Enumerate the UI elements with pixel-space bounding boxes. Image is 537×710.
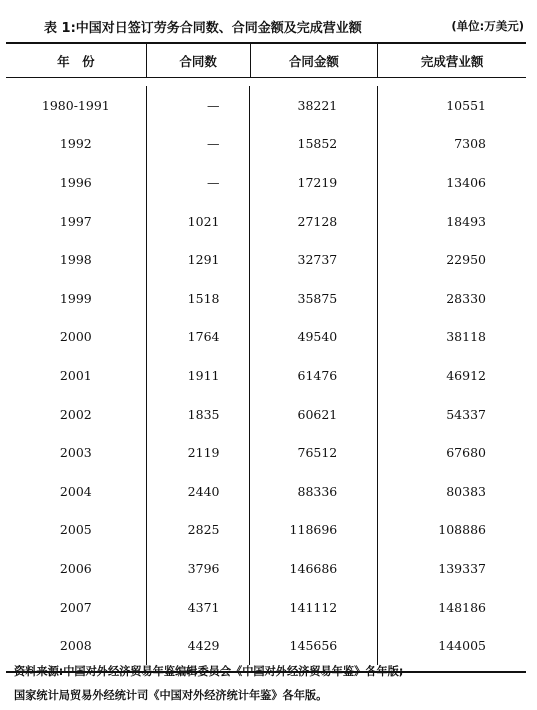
cell-contract-count: — — [147, 163, 251, 202]
cell-contract-count: 1835 — [147, 395, 251, 434]
cell-contract-amount: 76512 — [250, 433, 378, 472]
cell-revenue: 13406 — [446, 174, 486, 190]
cell-year: 1998 — [6, 240, 147, 279]
table-caption — [44, 16, 524, 36]
cell-revenue: 67680 — [446, 445, 486, 461]
cell-contract-count: 2119 — [147, 433, 251, 472]
cell-contract-amount: 141112 — [250, 588, 378, 627]
cell-contract-count: 4371 — [147, 588, 251, 627]
cell-revenue: 108886 — [438, 522, 486, 538]
cell-year: 2008 — [6, 626, 147, 665]
cell-contract-amount: 88336 — [250, 472, 378, 511]
table-row — [6, 472, 526, 511]
table-header — [6, 44, 526, 78]
table-row — [6, 86, 526, 125]
cell-contract-amount: 146686 — [250, 549, 378, 588]
cell-contract-amount: 32737 — [250, 240, 378, 279]
table-body — [6, 78, 526, 671]
cell-revenue: 22950 — [446, 252, 486, 268]
source-line: 国家统计局贸易外经统计司《中国对外经济统计年鉴》各年版。 — [14, 689, 328, 702]
cell-year: 2005 — [6, 511, 147, 550]
cell-revenue: 18493 — [446, 213, 486, 229]
cell-revenue: 80383 — [446, 483, 486, 499]
cell-contract-amount: 17219 — [250, 163, 378, 202]
cell-contract-count: 4429 — [147, 626, 251, 665]
cell-contract-amount: 61476 — [250, 356, 378, 395]
cell-contract-amount: 49540 — [250, 318, 378, 357]
cell-year: 2007 — [6, 588, 147, 627]
header-year: 年 份 — [6, 44, 147, 77]
cell-year: 2000 — [6, 318, 147, 357]
source-line: 资料来源:中国对外经济贸易年鉴编辑委员会《中国对外经济贸易年鉴》各年版; — [14, 665, 404, 678]
cell-revenue: 28330 — [446, 290, 486, 306]
cell-contract-count: — — [147, 86, 251, 125]
cell-contract-count: 1021 — [147, 202, 251, 241]
cell-year: 2004 — [6, 472, 147, 511]
cell-revenue: 10551 — [446, 97, 486, 113]
source-note — [14, 660, 530, 708]
cell-year: 1999 — [6, 279, 147, 318]
cell-contract-amount: 118696 — [250, 511, 378, 550]
cell-contract-count: 1518 — [147, 279, 251, 318]
cell-contract-amount: 145656 — [250, 626, 378, 665]
cell-revenue: 139337 — [438, 560, 486, 576]
cell-contract-amount: 38221 — [250, 86, 378, 125]
table-row — [6, 202, 526, 241]
cell-revenue: 46912 — [446, 367, 486, 383]
cell-year: 2006 — [6, 549, 147, 588]
header-contract-amount: 合同金额 — [251, 44, 379, 77]
cell-revenue: 148186 — [438, 599, 486, 615]
cell-year: 2003 — [6, 433, 147, 472]
cell-revenue: 7308 — [454, 136, 486, 152]
cell-contract-count: 1291 — [147, 240, 251, 279]
header-revenue: 完成营业额 — [420, 53, 484, 69]
cell-contract-count: 1911 — [147, 356, 251, 395]
table-row — [6, 240, 526, 279]
table-row — [6, 588, 526, 627]
cell-revenue: 144005 — [438, 638, 486, 654]
cell-year: 2002 — [6, 395, 147, 434]
unit-note: (单位:万美元) — [451, 19, 524, 33]
cell-revenue: 38118 — [446, 329, 486, 345]
table-row — [6, 356, 526, 395]
cell-contract-amount: 15852 — [250, 125, 378, 164]
cell-contract-count: 1764 — [147, 318, 251, 357]
cell-year: 1980-1991 — [6, 86, 147, 125]
cell-contract-count: 3796 — [147, 549, 251, 588]
cell-contract-count: 2440 — [147, 472, 251, 511]
cell-contract-count: — — [147, 125, 251, 164]
table-row — [6, 318, 526, 357]
table-row — [6, 433, 526, 472]
table-row — [6, 511, 526, 550]
cell-contract-amount: 60621 — [250, 395, 378, 434]
table-title: 表 1:中国对日签订劳务合同数、合同金额及完成营业额 — [44, 20, 362, 36]
table-row — [6, 549, 526, 588]
cell-year: 1992 — [6, 125, 147, 164]
table-row — [6, 163, 526, 202]
cell-contract-amount: 27128 — [250, 202, 378, 241]
cell-year: 1996 — [6, 163, 147, 202]
cell-revenue: 54337 — [446, 406, 486, 422]
cell-contract-count: 2825 — [147, 511, 251, 550]
table-row — [6, 125, 526, 164]
cell-year: 2001 — [6, 356, 147, 395]
header-contract-count: 合同数 — [147, 44, 251, 77]
data-table — [6, 42, 526, 673]
cell-year: 1997 — [6, 202, 147, 241]
table-row — [6, 279, 526, 318]
cell-contract-amount: 35875 — [250, 279, 378, 318]
table-row — [6, 395, 526, 434]
